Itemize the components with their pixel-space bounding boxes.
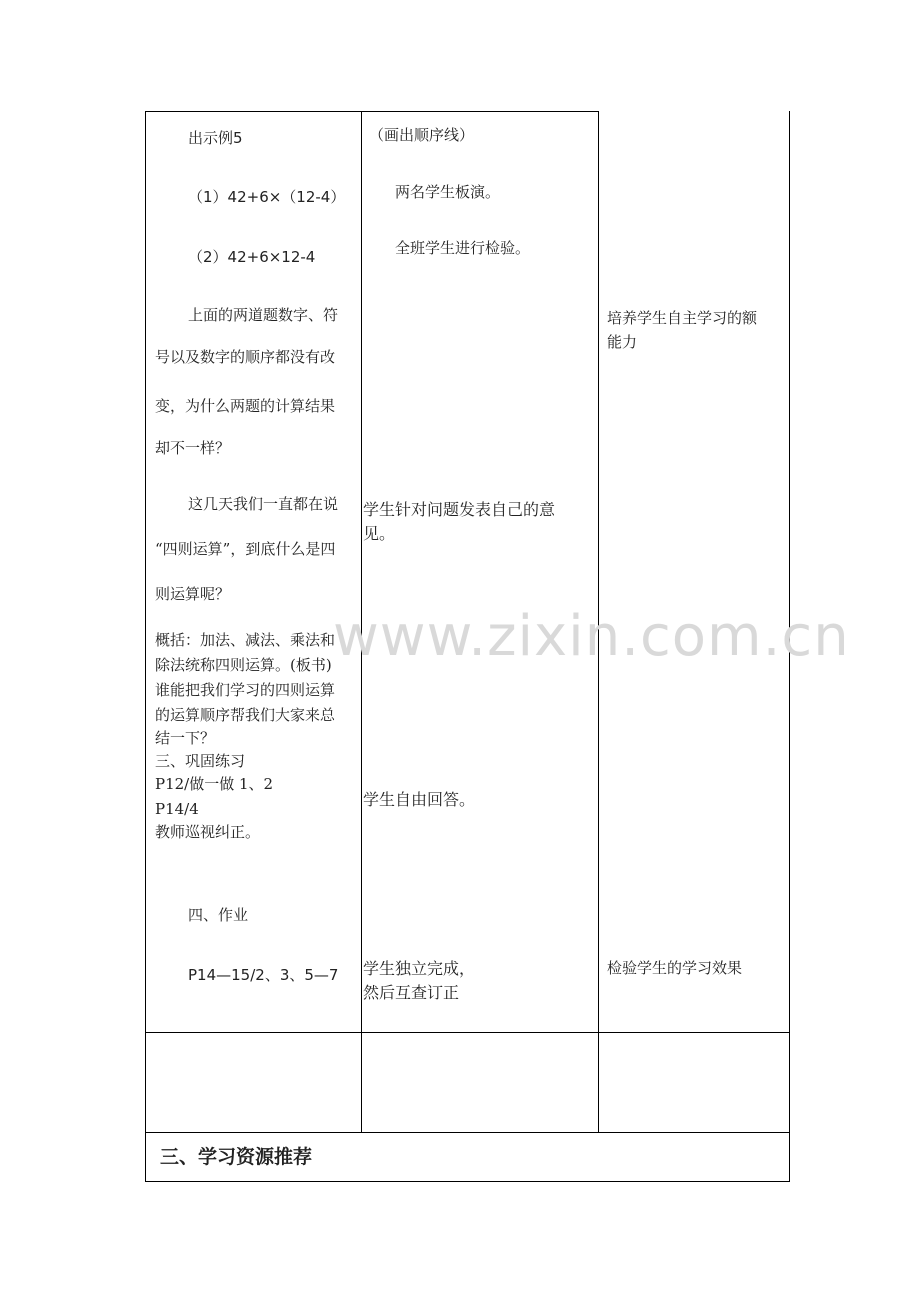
table-top-border	[145, 111, 599, 112]
summary-line: 结一下？	[155, 729, 216, 747]
verify-effect: 检验学生的学习效果	[607, 959, 743, 977]
summary-line: 除法统称四则运算。(板书)	[155, 656, 332, 674]
row-divider-1	[145, 1032, 790, 1033]
summary-line: 三、巩固练习	[155, 752, 246, 770]
free-answer: 学生自由回答。	[363, 790, 476, 809]
summary-line: 教师巡视纠正。	[155, 823, 261, 841]
watermark: www.zixin.com.cn	[333, 604, 850, 669]
example-title: 出示例5	[188, 129, 243, 147]
homework-items: P14—15/2、3、5—7	[188, 966, 339, 984]
summary-line: P12/做一做 1、2	[155, 775, 274, 793]
summary-line: 谁能把我们学习的四则运算	[155, 681, 336, 699]
board-demo: 两名学生板演。	[395, 183, 501, 201]
expression-2: （2）42+6×12-4	[188, 248, 316, 266]
question-line: 变，为什么两题的计算结果	[155, 397, 336, 415]
expression-1: （1）42+6×（12-4）	[188, 188, 346, 206]
summary-line: P14/4	[155, 800, 199, 818]
draw-sequence-line: （画出顺序线）	[369, 126, 475, 144]
opinion-line: 学生针对问题发表自己的意	[363, 500, 556, 519]
table-left-border	[145, 111, 146, 1182]
cultivate-line: 能力	[607, 333, 638, 351]
talk-line: “四则运算”，到底什么是四	[155, 540, 336, 558]
talk-line: 这几天我们一直都在说	[188, 495, 339, 513]
summary-line: 概括：加法、减法、乘法和	[155, 631, 336, 649]
class-check: 全班学生进行检验。	[395, 239, 531, 257]
question-line: 上面的两道题数字、符	[188, 306, 339, 324]
summary-line: 的运算顺序帮我们大家来总	[155, 706, 336, 724]
independent-line: 然后互查订正	[363, 983, 460, 1002]
section-header: 三、学习资源推荐	[160, 1146, 313, 1168]
opinion-line: 见。	[363, 524, 396, 543]
question-line: 却不一样？	[155, 439, 231, 457]
independent-line: 学生独立完成，	[363, 959, 476, 978]
question-line: 号以及数字的顺序都没有改	[155, 348, 336, 366]
talk-line: 则运算呢？	[155, 585, 231, 603]
homework-title: 四、作业	[188, 906, 249, 924]
table-bottom-border	[145, 1181, 790, 1182]
cultivate-line: 培养学生自主学习的额	[607, 309, 758, 327]
row-divider-2	[145, 1132, 790, 1133]
